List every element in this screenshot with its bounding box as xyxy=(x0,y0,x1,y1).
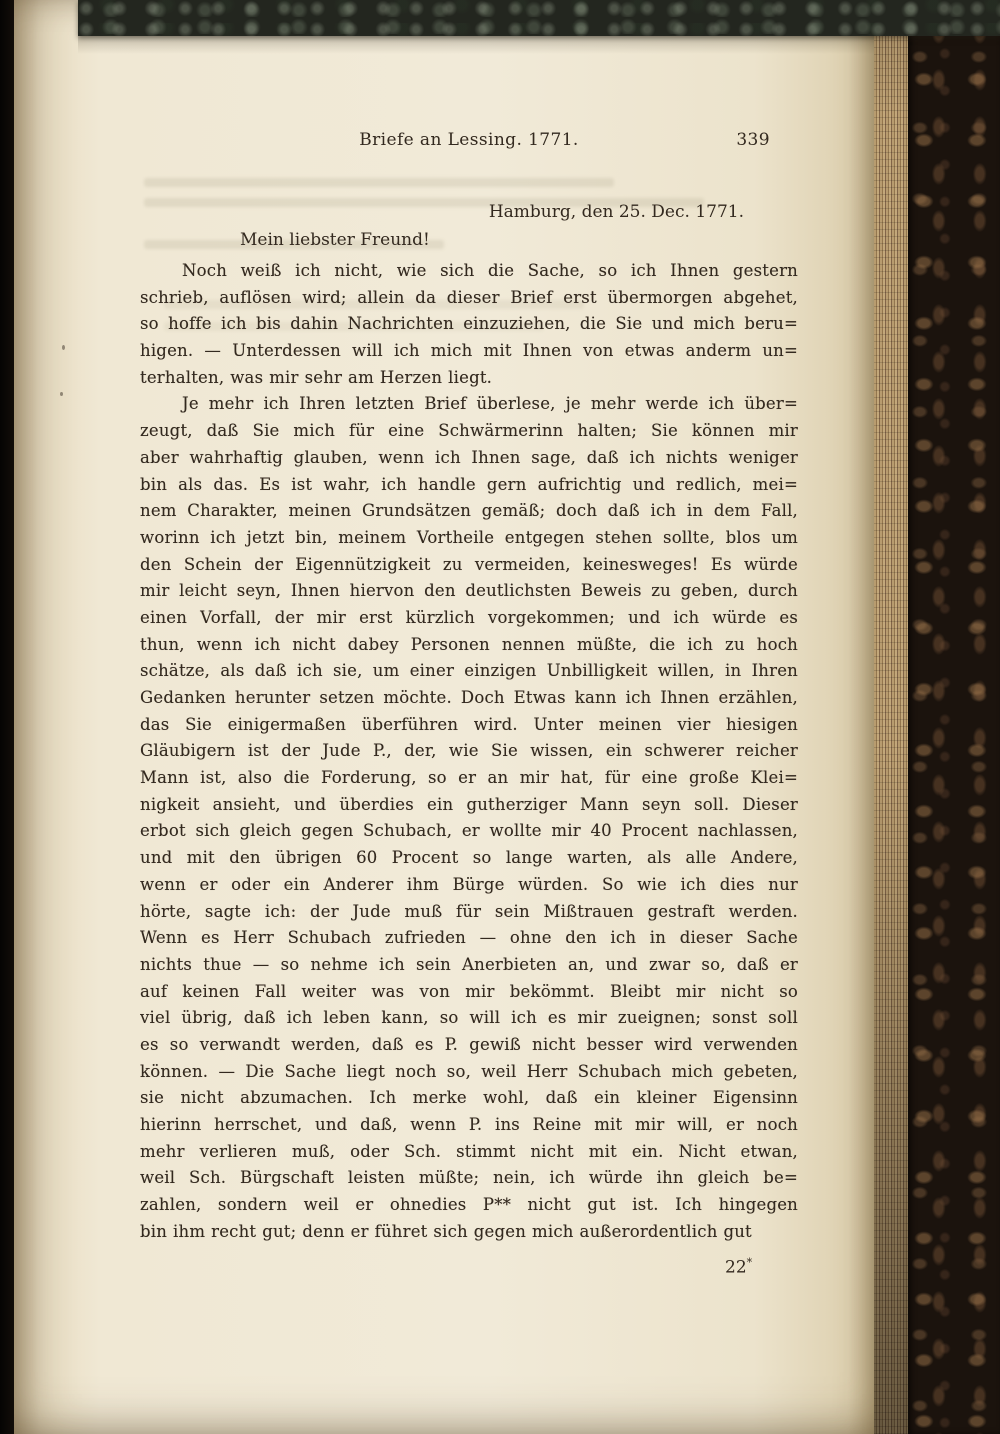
page-block-fore-edge xyxy=(874,0,908,1434)
body-line: Gedanken herunter setzen möchte. Doch Etwas kann ich Ihnen erzählen, xyxy=(140,688,798,707)
letter-salutation: Mein liebster Freund! xyxy=(240,230,430,250)
body-line: nem Charakter, meinen Grundsätzen gemäß; doch daß ich in dem Fall, xyxy=(140,501,798,521)
body-line: Wenn es Herr Schubach zufrieden — ohne den ich in dieser Sache xyxy=(140,928,798,948)
running-header-title: Briefe an Lessing. 1771. xyxy=(359,130,579,150)
body-line: mir leicht seyn, Ihnen hiervon den deutlichsten Beweis zu geben, durch xyxy=(140,581,798,601)
body-line: worinn ich jetzt bin, meinem Vortheile entgegen stehen sollte, blos um xyxy=(140,527,798,547)
body-line: nigkeit ansieht, und überdies ein gutherziger Mann seyn soll. Dieser xyxy=(140,794,798,814)
body-line: schrieb, auflösen wird; allein da dieser Brief erst übermorgen abgehet, xyxy=(140,287,798,307)
body-line: terhalten, was mir sehr am Herzen liegt. xyxy=(140,367,493,387)
body-line: aber wahrhaftig glauben, wenn ich Ihnen sage, daß ich nichts weniger xyxy=(140,447,798,467)
page-text-block xyxy=(140,130,798,1330)
body-line: so hoffe ich bis dahin Nachrichten einzuziehen, die Sie und mich beru= xyxy=(140,314,798,334)
running-header xyxy=(140,130,798,154)
body-line: sie nicht abzumachen. Ich merke wohl, daß ein kleiner Eigensinn xyxy=(140,1088,798,1108)
body-line: higen. — Unterdessen will ich mich mit Ihnen von etwas anderm un= xyxy=(140,341,798,361)
body-line: Noch weiß ich nicht, wie sich die Sache, so ich Ihnen gestern xyxy=(182,261,798,280)
signature-mark xyxy=(725,1256,752,1278)
body-line: hierinn herrschet, und daß, wenn P. ins Reine mit mir will, er noch xyxy=(140,1115,798,1134)
body-line: bin als das. Es ist wahr, ich handle gern aufrichtig und redlich, mei= xyxy=(140,474,798,494)
body-line: mehr verlieren muß, oder Sch. stimmt nicht mit ein. Nicht etwan, xyxy=(140,1141,798,1161)
ink-speck xyxy=(62,345,65,350)
body-line: das Sie einigermaßen überführen wird. Unter meinen vier hiesigen xyxy=(140,714,798,734)
body-line: Mann ist, also die Forderung, so er an mir hat, für eine große Klei= xyxy=(140,768,798,788)
body-line: schätze, als daß ich sie, um einer einzigen Unbilligkeit willen, in Ihren xyxy=(140,661,798,681)
book-top-edge xyxy=(78,0,1000,36)
body-line: zahlen, sondern weil er ohnedies P** nicht gut ist. Ich hingegen xyxy=(140,1195,798,1215)
body-line: weil Sch. Bürgschaft leisten müßte; nein, ich würde ihn gleich be= xyxy=(140,1168,798,1188)
signature-number: 22 xyxy=(725,1257,747,1278)
body-line: bin ihm recht gut; denn er führet sich gegen mich außerordentlich gut xyxy=(140,1221,752,1241)
page-number: 339 xyxy=(736,130,770,150)
body-line: einen Vorfall, der mir erst kürzlich vorgekommen; und ich würde es xyxy=(140,607,798,627)
signature-star: * xyxy=(746,1256,753,1269)
body-line: Gläubigern ist der Jude P., der, wie Sie wissen, ein schwerer reicher xyxy=(140,741,798,761)
body-line: wenn er oder ein Anderer ihm Bürge würden. So wie ich dies nur xyxy=(140,874,798,894)
body-line: zeugt, daß Sie mich für eine Schwärmerinn halten; Sie können mir xyxy=(140,421,798,441)
ink-speck xyxy=(60,392,63,396)
body-line: Je mehr ich Ihren letzten Brief überlese, je mehr werde ich über= xyxy=(182,394,798,414)
body-line: erbot sich gleich gegen Schubach, er wollte mir 40 Procent nachlassen, xyxy=(140,821,798,841)
body-line: viel übrig, daß ich leben kann, so will ich es mir zueignen; sonst soll xyxy=(140,1008,798,1028)
body-line: können. — Die Sache liegt noch so, weil Herr Schubach mich gebeten, xyxy=(140,1061,798,1081)
book-page-paper xyxy=(14,0,874,1434)
body-line: nichts thue — so nehme ich sein Anerbieten an, und zwar so, daß er xyxy=(140,954,798,974)
body-line: es so verwandt werden, daß es P. gewiß nicht besser wird verwenden xyxy=(140,1034,798,1054)
body-line: hörte, sagte ich: der Jude muß für sein Mißtrauen gestraft werden. xyxy=(140,901,798,921)
letter-dateline: Hamburg, den 25. Dec. 1771. xyxy=(488,202,744,222)
body-line: und mit den übrigen 60 Procent so lange warten, als alle Andere, xyxy=(140,848,798,868)
top-edge-shadow xyxy=(78,36,874,54)
binding-gutter xyxy=(0,0,14,1434)
letter-body xyxy=(140,258,798,1245)
body-line: auf keinen Fall weiter was von mir bekömmt. Bleibt mir nicht so xyxy=(140,981,798,1001)
body-line: thun, wenn ich nicht dabey Personen nennen müßte, die ich zu hoch xyxy=(140,634,798,654)
body-line: den Schein der Eigennützigkeit zu vermeiden, keinesweges! Es würde xyxy=(140,554,798,574)
marbled-cover xyxy=(908,0,1000,1434)
